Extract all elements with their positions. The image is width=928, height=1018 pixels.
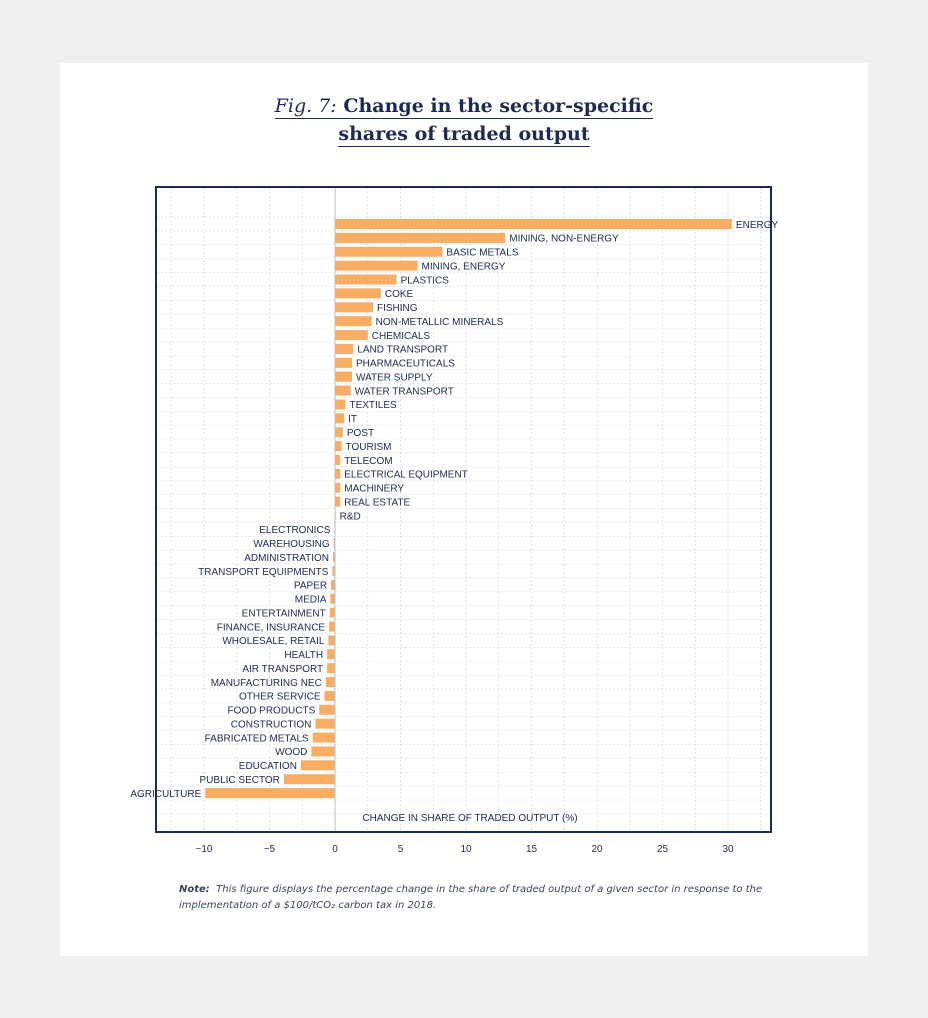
category-label: OTHER SERVICE <box>239 691 321 703</box>
bar-mining-non-energy <box>335 233 505 243</box>
bar-water-transport <box>335 386 351 396</box>
category-label: TRANSPORT EQUIPMENTS <box>198 566 329 578</box>
title-line-1: Change in the sector-specific <box>343 95 654 117</box>
bar-wood <box>311 746 335 756</box>
bar-machinery <box>335 483 340 493</box>
category-label: ELECTRICAL EQUIPMENT <box>344 469 468 481</box>
bar-coke <box>335 288 381 298</box>
bar-energy <box>335 219 732 229</box>
note-line-2: implementation of a $100/tCO₂ carbon tax in 2018. <box>179 900 437 911</box>
bar-real-estate <box>335 497 340 507</box>
bar-it <box>335 413 344 423</box>
category-label: NON-METALLIC MINERALS <box>375 316 504 328</box>
bar-wholesale-retail <box>328 635 335 645</box>
category-label: MINING, NON-ENERGY <box>509 233 619 245</box>
bar-pharmaceuticals <box>335 358 352 368</box>
bar-non-metallic-minerals <box>335 316 372 326</box>
category-label: WOOD <box>275 747 308 759</box>
category-label: WAREHOUSING <box>253 539 330 551</box>
x-tick-label: 5 <box>397 844 404 855</box>
bar-tourism <box>335 441 342 451</box>
category-label: HEALTH <box>284 650 324 662</box>
category-label: CHEMICALS <box>371 330 431 342</box>
category-label: FABRICATED METALS <box>204 733 309 745</box>
x-tick-label: 25 <box>656 844 669 855</box>
category-label: ADMINISTRATION <box>244 552 330 564</box>
category-label: FISHING <box>376 303 418 315</box>
category-label: ENTERTAINMENT <box>241 608 326 620</box>
category-label: FINANCE, INSURANCE <box>216 622 326 634</box>
bar-water-supply <box>335 372 352 382</box>
category-label: MINING, ENERGY <box>421 261 506 273</box>
category-label: MANUFACTURING NEC <box>210 677 322 689</box>
bar-fishing <box>335 302 373 312</box>
bar-paper <box>331 580 335 590</box>
category-label: PUBLIC SECTOR <box>199 775 280 786</box>
bar-textiles <box>335 399 345 409</box>
category-label: R&D <box>339 511 361 523</box>
note-line-1: This figure displays the percentage change in the share of traded output of a given sector in response to the <box>216 884 763 895</box>
category-label: PAPER <box>293 580 328 592</box>
category-label: ELECTRONICS <box>259 525 331 537</box>
x-tick-label: 0 <box>332 844 338 855</box>
bar-finance-insurance <box>329 622 335 632</box>
note-label: Note: <box>179 884 210 895</box>
title-line-2: shares of traded output <box>338 123 590 145</box>
category-label: AIR TRANSPORT <box>242 663 324 675</box>
category-label: PHARMACEUTICALS <box>356 358 455 370</box>
bar-fabricated-metals <box>313 733 335 743</box>
category-label: REAL ESTATE <box>344 497 411 509</box>
category-label: COKE <box>384 289 414 301</box>
bar-post <box>335 427 343 437</box>
bar-food-products <box>319 705 335 715</box>
category-label: FOOD PRODUCTS <box>227 705 316 717</box>
category-label: WHOLESALE, RETAIL <box>222 636 325 648</box>
bar-plastics <box>335 275 397 285</box>
category-label: MACHINERY <box>344 483 405 495</box>
bar-chemicals <box>335 330 368 340</box>
category-label: MEDIA <box>294 594 327 606</box>
category-label: AGRICULTURE <box>130 788 202 800</box>
category-label: TELECOM <box>344 455 393 467</box>
bar-electrical-equipment <box>335 469 340 479</box>
x-tick-label: 10 <box>460 844 472 855</box>
x-tick-label: 20 <box>591 844 603 855</box>
bar-basic-metals <box>335 247 442 257</box>
x-tick-label: 30 <box>722 844 734 855</box>
category-label: LAND TRANSPORT <box>357 344 449 356</box>
category-label: PLASTICS <box>400 275 449 287</box>
bar-media <box>330 594 335 604</box>
category-label: IT <box>348 414 358 426</box>
bar-mining-energy <box>335 261 418 271</box>
category-label: WATER TRANSPORT <box>354 386 454 398</box>
category-label: TOURISM <box>345 441 392 453</box>
category-label: WATER SUPPLY <box>356 372 433 384</box>
bar-other-service <box>325 691 335 701</box>
bar-telecom <box>335 455 340 465</box>
category-label: ENERGY <box>735 219 779 231</box>
figure-label: Fig. 7: <box>274 95 337 117</box>
bar-construction <box>315 719 335 729</box>
x-tick-label: −10 <box>195 844 213 855</box>
bar-agriculture <box>205 788 335 798</box>
bar-health <box>327 649 335 659</box>
bar-education <box>301 760 335 770</box>
bar-entertainment <box>330 608 335 618</box>
bar-land-transport <box>335 344 353 354</box>
category-label: POST <box>346 428 375 439</box>
category-label: EDUCATION <box>238 761 297 773</box>
category-label: CONSTRUCTION <box>230 719 312 731</box>
x-axis-label: CHANGE IN SHARE OF TRADED OUTPUT (%) <box>362 813 578 824</box>
bar-manufacturing-nec <box>326 677 335 687</box>
bar-public-sector <box>284 774 335 784</box>
figure-note <box>179 882 779 914</box>
x-tick-label: −5 <box>263 844 276 855</box>
category-label: TEXTILES <box>349 400 397 412</box>
x-tick-label: 15 <box>525 844 538 855</box>
bar-air-transport <box>327 663 335 673</box>
category-label: BASIC METALS <box>446 247 519 259</box>
